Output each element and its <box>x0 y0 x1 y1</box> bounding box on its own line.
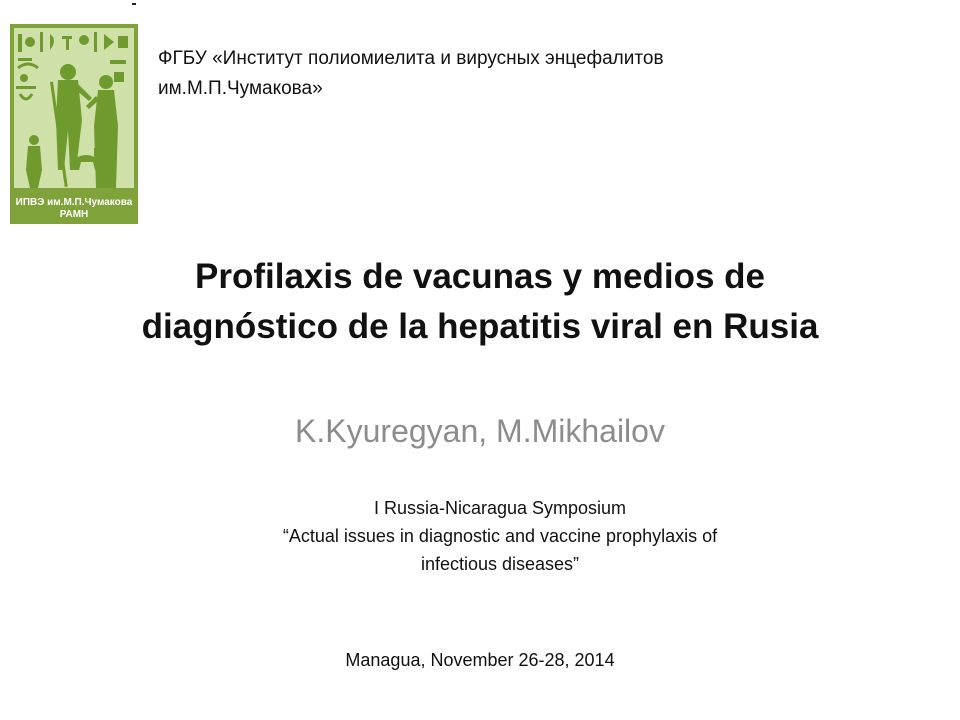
symposium-info <box>200 494 800 578</box>
slide-title <box>80 252 880 352</box>
institute-name-line1: ФГБУ «Институт полиомиелита и вирусных энцефалитов <box>158 48 664 69</box>
logo-caption-line2: РАМН <box>59 209 89 220</box>
symposium-theme-line2: infectious diseases” <box>420 554 580 574</box>
institute-name <box>158 44 778 104</box>
slide-title-line2: diagnóstico de la hepatitis viral en Rusia <box>141 307 819 346</box>
institute-logo <box>10 24 138 224</box>
logo-caption-line1: ИПВЭ им.М.П.Чумакова <box>15 197 133 208</box>
place-date: Managua, November 26-28, 2014 <box>345 650 615 670</box>
logo-emblem-icon <box>10 24 138 224</box>
authors: K.Kyuregyan, M.Mikhailov <box>295 413 665 449</box>
institute-name-line2: им.М.П.Чумакова» <box>158 78 323 99</box>
slide-title-line1: Profilaxis de vacunas y medios de <box>195 257 765 296</box>
logo-mark <box>132 3 136 5</box>
symposium-theme-line1: “Actual issues in diagnostic and vaccine prophylaxis of <box>282 526 718 546</box>
symposium-name: I Russia-Nicaragua Symposium <box>373 498 627 518</box>
